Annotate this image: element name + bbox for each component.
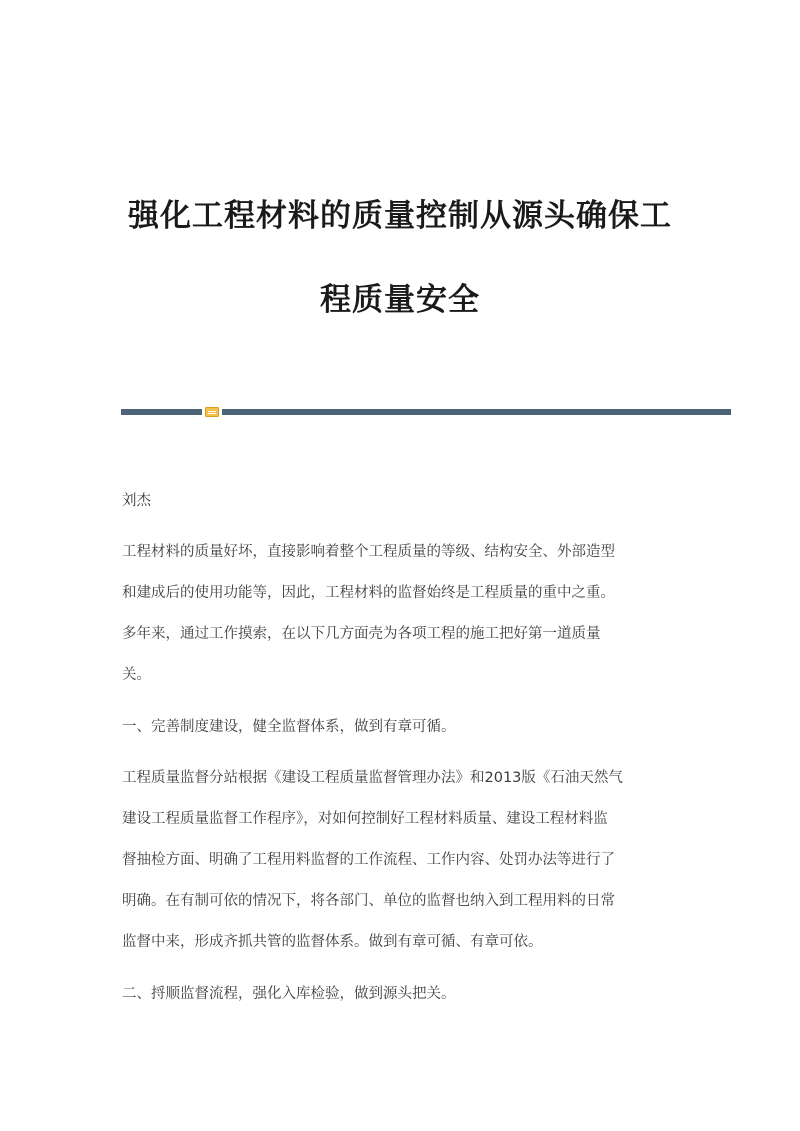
paragraph-2-line-2: 建设工程质量监督工作程序》，对如何控制好工程材料质量、建设工程材料监 (122, 811, 608, 827)
paragraph-2-line-4: 明确。在有制可依的情况下，将各部门、单位的监督也纳入到工程用料的日常 (122, 893, 615, 909)
paragraph-1-line-1: 工程材料的质量好坏，直接影响着整个工程质量的等级、结构安全、外部造型 (122, 544, 615, 560)
page-title-line-1: 强化工程材料的质量控制从源头确保工 (128, 198, 672, 234)
page-title-line-2: 程质量安全 (320, 282, 480, 318)
author-name: 刘杰 (122, 493, 151, 509)
paragraph-1-line-4: 关。 (122, 667, 151, 683)
section-heading-2: 二、捋顺监督流程，强化入库检验，做到源头把关。 (122, 986, 456, 1002)
section-heading-1: 一、完善制度建设，健全监督体系，做到有章可循。 (122, 719, 456, 735)
divider-bar-right (222, 409, 731, 415)
document-badge-icon (205, 407, 219, 417)
paragraph-2-line-5: 监督中来，形成齐抓共管的监督体系。做到有章可循、有章可依。 (122, 934, 543, 950)
divider-bar-left (121, 409, 202, 415)
paragraph-2-line-3: 督抽检方面、明确了工程用料监督的工作流程、工作内容、处罚办法等进行了 (122, 852, 615, 868)
paragraph-1-line-2: 和建成后的使用功能等，因此，工程材料的监督始终是工程质量的重中之重。 (122, 585, 615, 601)
paragraph-2-line-1: 工程质量监督分站根据《建设工程质量监督管理办法》和2013版《石油天然气 (122, 770, 623, 786)
paragraph-1-line-3: 多年来，通过工作摸索，在以下几方面壳为各项工程的施工把好第一道质量 (122, 626, 601, 642)
title-divider (121, 408, 731, 416)
